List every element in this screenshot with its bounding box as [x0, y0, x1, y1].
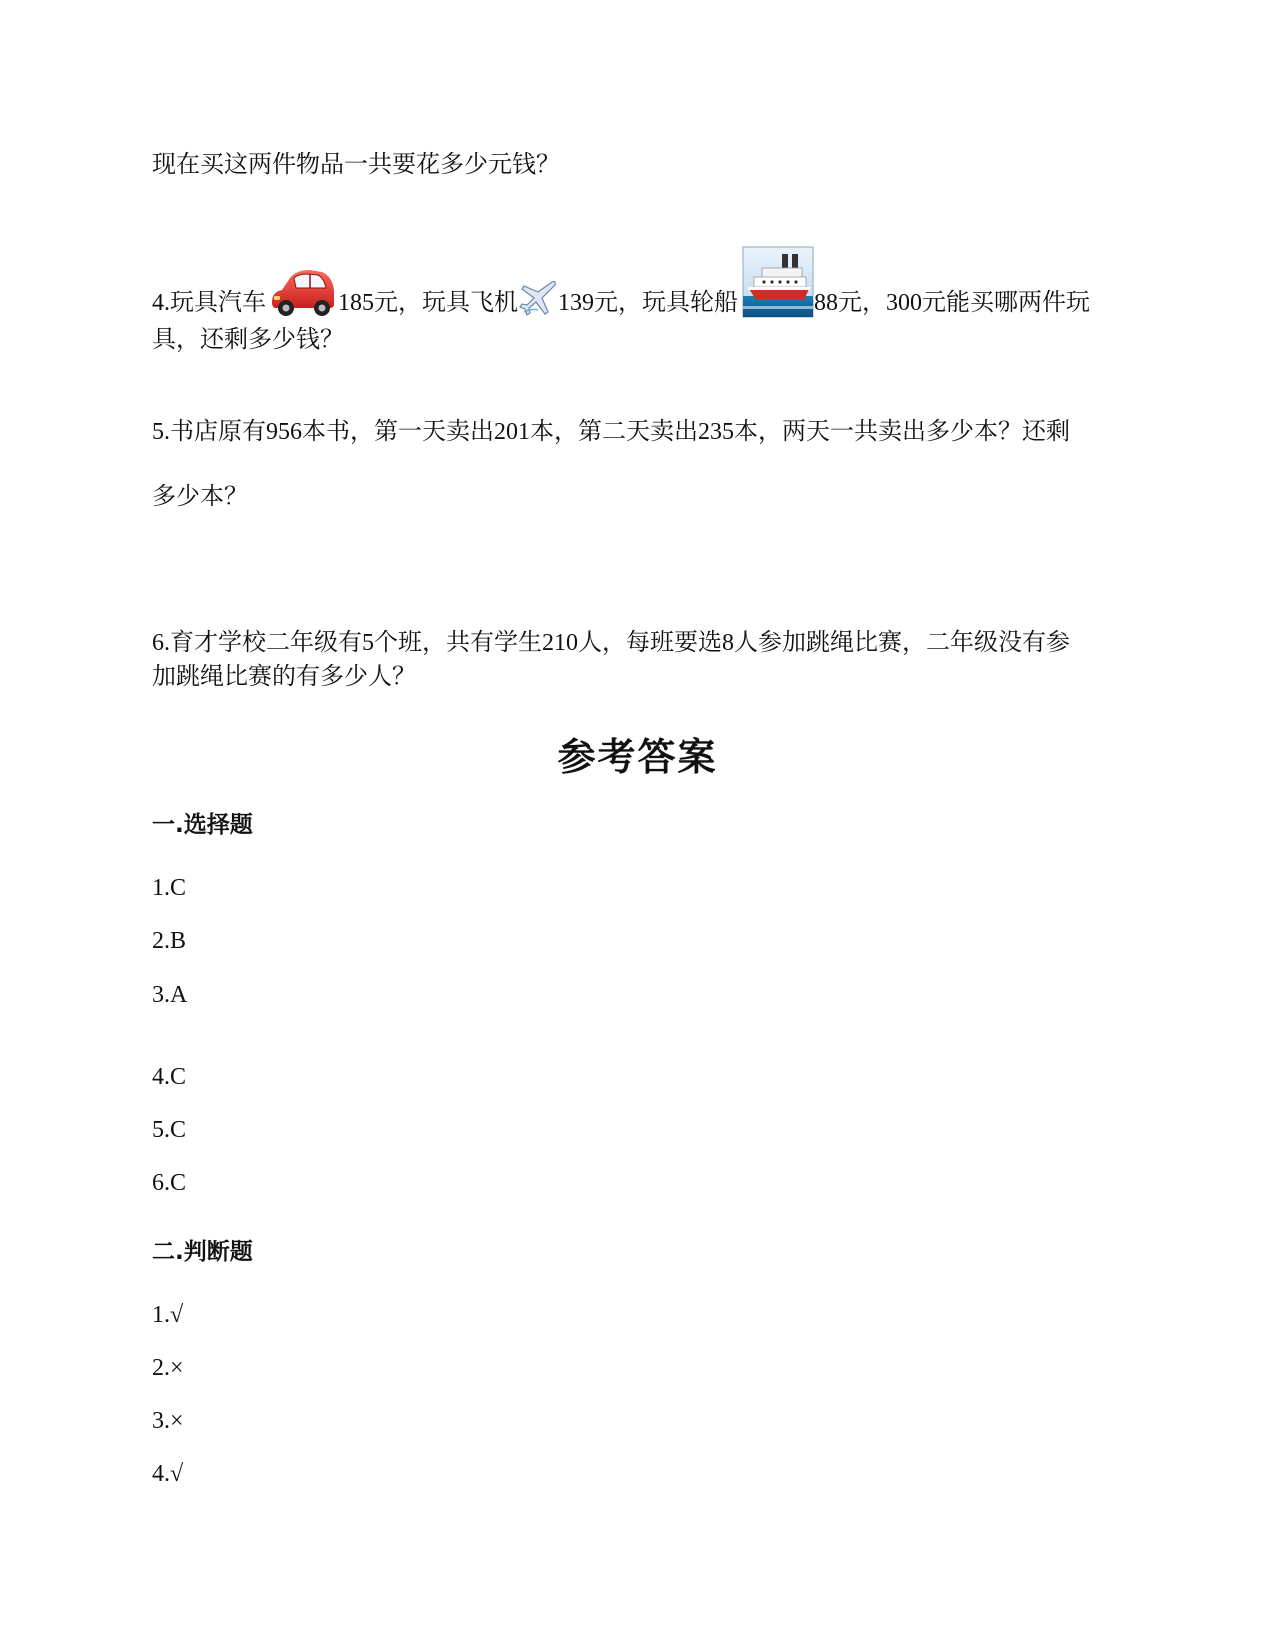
q4-line2: 具，还剩多少钱？ — [152, 327, 344, 353]
q4-prefix: 4.玩具汽车 — [152, 290, 266, 316]
q5-line2: 多少本？ — [152, 484, 248, 510]
q5-line1: 5.书店原有956本书，第一天卖出201本，第二天卖出235本，两天一共卖出多少本？还剩 — [152, 419, 1070, 445]
answers-title: 参考答案 — [557, 735, 718, 779]
car-icon — [266, 262, 338, 324]
section1-title: 一.选择题 — [152, 812, 253, 838]
answer-item: 4.C — [152, 1064, 187, 1090]
q4-plane-price: 139元，玩具轮船 — [558, 290, 738, 316]
answer-item: 1.√ — [152, 1302, 184, 1328]
airplane-icon — [518, 278, 558, 324]
ship-icon — [742, 246, 814, 324]
answer-item: 6.C — [152, 1170, 187, 1196]
q6-line1: 6.育才学校二年级有5个班，共有学生210人，每班要选8人参加跳绳比赛，二年级没有参 — [152, 630, 1070, 656]
answer-item: 4.√ — [152, 1461, 184, 1487]
answer-item: 3.× — [152, 1408, 184, 1434]
answer-item: 2.× — [152, 1355, 184, 1381]
answer-item: 1.C — [152, 875, 187, 901]
q6-line2: 加跳绳比赛的有多少人？ — [152, 664, 416, 690]
section2-title: 二.判断题 — [152, 1239, 253, 1265]
answer-item: 2.B — [152, 928, 187, 954]
answer-item: 3.A — [152, 982, 188, 1008]
q4-line1 — [152, 244, 1090, 324]
q4-ship-price: 88元，300元能买哪两件玩 — [814, 290, 1090, 316]
q4-car-price: 185元，玩具飞机 — [338, 290, 518, 316]
answer-item: 5.C — [152, 1117, 187, 1143]
q3-tail-text: 现在买这两件物品一共要花多少元钱？ — [152, 152, 560, 178]
